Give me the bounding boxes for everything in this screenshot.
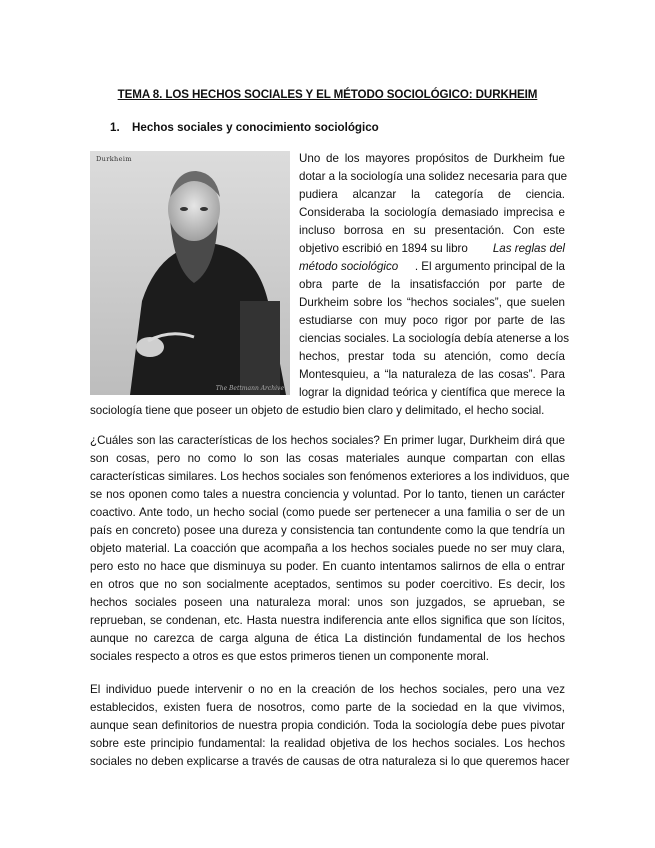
portrait-illustration	[90, 151, 290, 395]
intro-line: pudiera alcanzar la categoría de ciencia.	[299, 188, 565, 201]
book-title-part2: método sociológico	[299, 260, 399, 273]
intro-line-with-book	[299, 242, 565, 256]
intro-line: hechos, prestar toda su atención, como decía	[299, 350, 565, 363]
paragraph3-line: aunque sean definitorios de nuestra propia condición. Toda la sociología debe pues pivotar	[90, 719, 565, 732]
paragraph2-line: sociales respecto a otros es que estos primeros tienen un componente moral.	[90, 650, 489, 663]
intro-line: Uno de los mayores propósitos de Durkheim fue	[299, 152, 565, 165]
intro-line: Montesquieu, a “la naturaleza de las cosas”. Para	[299, 368, 565, 381]
section-title: Hechos sociales y conocimiento sociológico	[132, 121, 379, 134]
paragraph3-line: sobre este principio fundamental: la realidad objetiva de los hechos sociales. Los hechos	[90, 737, 565, 750]
intro-line: ciencias sociales. La sociología debía atenerse a los	[299, 332, 570, 345]
paragraph3-line: sociales no deben explicarse a través de causas de otra naturaleza si lo que queremos hacer	[90, 755, 570, 768]
paragraph2-line: objeto material. La coacción que acompaña a los hechos sociales puede no ser muy clara,	[90, 542, 565, 555]
photo-caption-top: Durkheim	[96, 155, 132, 163]
intro-line: dotar a la sociología una solidez necesaria para que	[299, 170, 568, 183]
paragraph2-line: pero esto no hace que disminuya su poder. En cuanto intentamos salirnos de ella o entrar	[90, 560, 565, 573]
book-title-part1: Las reglas del	[492, 242, 565, 255]
intro-line: obra parte de la insatisfacción por parte de	[299, 278, 565, 291]
paragraph3-line: establecidos, existen fuera de nosotros, como parte de la sociedad en la que vivimos,	[90, 701, 565, 714]
intro-line-with-book	[299, 260, 565, 274]
intro-line: incluso borrosa en su presentación. Con este	[299, 224, 565, 237]
paragraph2-line: hechos sociales poseen una naturaleza moral: unos son juzgados, se aprueban, se	[90, 596, 565, 609]
intro-line: lograr la dignidad teórica y científica que merece la	[299, 386, 565, 399]
paragraph3-line: El individuo puede intervenir o no en la creación de los hechos sociales, pero una vez	[90, 683, 565, 696]
paragraph2-line: aunque no carezca de carga alguna de ética La distinción fundamental de los hechos	[90, 632, 565, 645]
paragraph2-line: en otros que no son socialmente aceptados, sentimos su poder coercitivo. Es decir, los	[90, 578, 565, 591]
intro-line: Durkheim sobre los “hechos sociales”, que suelen	[299, 296, 565, 309]
section-heading	[110, 121, 379, 134]
intro-line-text: objetivo escribió en 1894 su libro	[299, 242, 468, 255]
paragraph2-line: son cosas, pero no como lo son las cosas materiales aunque compartan con ellas	[90, 452, 565, 465]
intro-line: Consideraba la sociología demasiado imprecisa e	[299, 206, 565, 219]
paragraph2-line: coactivo. Ante todo, un hecho social (como puede ser pertenecer a una familia o ser de un	[90, 506, 565, 519]
intro-line: sociología tiene que poseer un objeto de estudio bien claro y delimitado, el hecho social.	[90, 404, 545, 417]
section-number: 1.	[110, 121, 120, 134]
intro-line: estudiarse con muy poco rigor por parte de las	[299, 314, 565, 327]
document-title: TEMA 8. LOS HECHOS SOCIALES Y EL MÉTODO SOCIOLÓGICO: DURKHEIM	[117, 88, 538, 101]
paragraph2-line: país en concreto) posee una dureza y consistencia tan contundente como la que tendría un	[90, 524, 565, 537]
paragraph2-line: ¿Cuáles son las características de los hechos sociales? En primer lugar, Durkheim dirá que	[90, 434, 565, 447]
durkheim-portrait-photo	[90, 151, 290, 395]
photo-caption-bottom: The Bettmann Archive	[215, 385, 284, 392]
intro-line-text: . El argumento principal de la	[414, 260, 565, 273]
paragraph2-line: reprueban, se condenan, etc. Hasta nuestra indiferencia ante ellos significa que son lícitos,	[90, 614, 565, 627]
paragraph2-line: se nos oponen como tales a nuestra conciencia y voluntad. Por lo tanto, tienen un carácter	[90, 488, 565, 501]
paragraph2-line: características similares. Los hechos sociales son fenómenos exteriores a los individuos, que	[90, 470, 570, 483]
